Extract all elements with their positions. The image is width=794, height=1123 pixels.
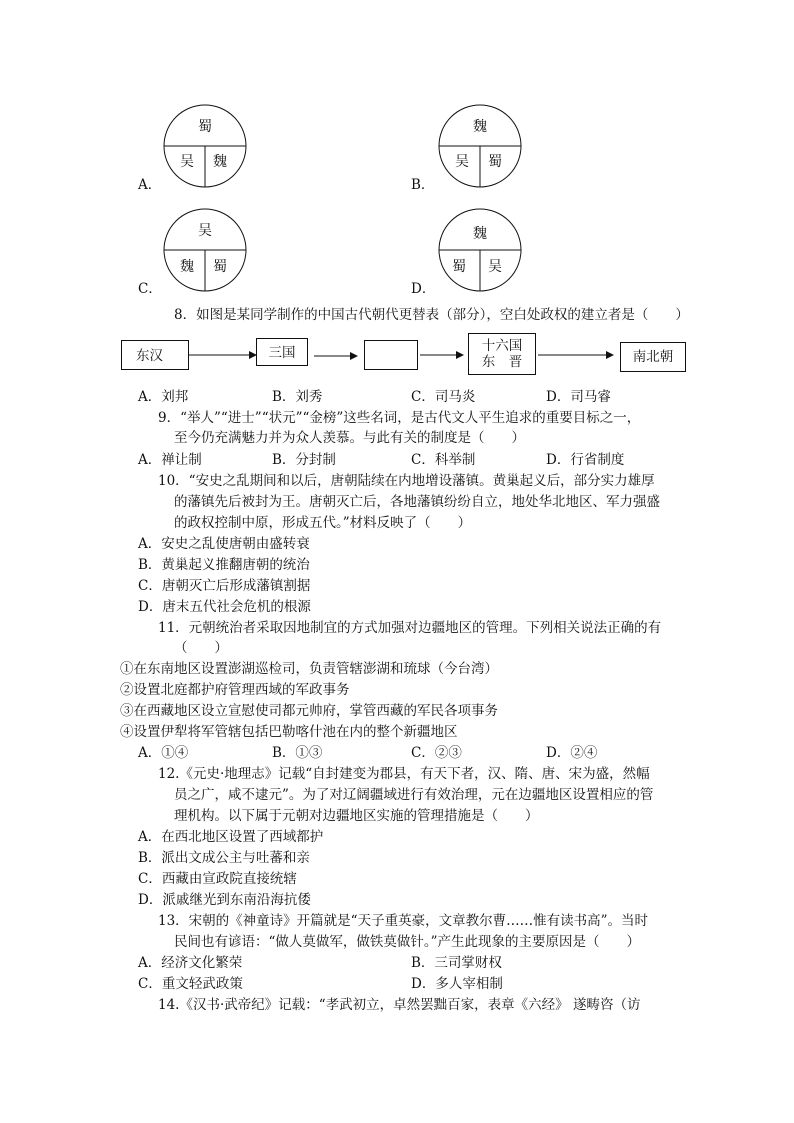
q8-choice-b[interactable]: B．刘秀 [272,389,323,405]
q7-option-a-diagram [163,104,247,188]
q8-choice-c[interactable]: C．司马炎 [411,389,476,405]
timeline-box-top-label: 十六国 [481,338,523,354]
q11-item-1: ①在东南地区设置澎湖巡检司，负责管辖澎湖和琉球（今台湾） [120,661,498,677]
q7-option-b-letter[interactable]: B． [411,177,435,193]
q9-choice-c[interactable]: C．科举制 [411,452,476,468]
q12-choice-c[interactable]: C．西藏由宣政院直接统辖 [138,871,297,887]
q11-item-3: ③在西藏地区设立宣慰使司都元帅府，掌管西藏的军民各项事务 [120,703,498,719]
q7-b-left: 吴 [455,154,469,170]
timeline-box-sanguo: 三国 [256,338,308,366]
q11-choice-d[interactable]: D．②④ [546,745,598,761]
arrow-icon [314,349,358,363]
q9-choice-b[interactable]: B．分封制 [272,452,336,468]
q11-item-4: ④设置伊犁将军管辖包括巴勒喀什池在内的整个新疆地区 [120,724,458,740]
q7-b-right: 蜀 [488,154,502,170]
q9-choice-d[interactable]: D．行省制度 [546,452,625,468]
timeline-box-nanbeichao: 南北朝 [620,342,686,372]
pie-circle-c [163,208,247,292]
q13-choice-b[interactable]: B．三司掌财权 [411,955,502,971]
q8-stem: 8．如图是某同学制作的中国古代朝代更替表（部分），空白处政权的建立者是（ ） [174,307,689,323]
q7-d-top: 魏 [473,226,487,242]
q7-b-top: 魏 [473,119,487,135]
q12-choice-b[interactable]: B．派出文成公主与吐蕃和亲 [138,850,310,866]
q12-line-1: 12.《元史·地理志》记载“自封建变为郡县，有天下者，汉、隋、唐、宋为盛，然幅 [158,766,650,782]
q11-line-1: 11．元朝统治者采取因地制宜的方式加强对边疆地区的管理。下列相关说法正确的有 [158,620,662,636]
q7-d-left: 蜀 [452,259,466,275]
q10-choice-a[interactable]: A．安史之乱使唐朝由盛转衰 [138,536,310,552]
q13-line-2: 民间也有谚语：“做人莫做军，做铁莫做针。”产生此现象的主要原因是（ ） [174,934,641,950]
q10-line-1: 10．“安史之乱期间和以后，唐朝陆续在内地增设藩镇。黄巢起义后，部分实力雄厚 [158,473,655,489]
q12-choice-d[interactable]: D．派戚继光到东南沿海抗倭 [138,892,311,908]
q7-d-right: 吴 [488,259,502,275]
q10-line-2: 的藩镇先后被封为王。唐朝灭亡后，各地藩镇纷纷自立，地处华北地区、军力强盛 [174,494,660,510]
q12-line-2: 员之广，咸不逮元”。为了对辽阔疆域进行有效治理，元在边疆地区设置相应的管 [174,787,654,803]
q9-line-2: 至今仍充满魅力并为众人羡慕。与此有关的制度是（ ） [174,430,525,446]
q10-line-3: 的政权控制中原，形成五代。”材料反映了（ ） [174,515,472,531]
q7-option-d-letter[interactable]: D． [411,281,436,297]
q8-choice-d[interactable]: D．司马睿 [546,389,611,405]
q7-c-left: 魏 [180,259,194,275]
q8-choice-a[interactable]: A．刘邦 [138,389,189,405]
q13-choice-d[interactable]: D．多人宰相制 [411,976,503,992]
timeline-box-shiliuguo-dongjin [468,333,536,375]
q10-choice-b[interactable]: B．黄巢起义推翻唐朝的统治 [138,557,310,573]
q7-option-c-letter[interactable]: C． [138,281,162,297]
q13-choice-c[interactable]: C．重文轻武政策 [138,976,243,992]
q7-option-c-diagram [163,208,247,292]
timeline-box-donghan: 东汉 [121,340,189,370]
pie-circle-a [163,104,247,188]
q13-line-1: 13．宋朝的《神童诗》开篇就是“天子重英豪，文章教尔曹……惟有读书高”。当时 [158,913,648,929]
q9-line-1: 9．“举人”“进士”“状元”“金榜”这些名词，是古代文人平生追求的重要目标之一， [158,410,641,426]
q7-a-left: 吴 [180,154,194,170]
q10-choice-c[interactable]: C．唐朝灭亡后形成藩镇割据 [138,578,311,594]
q11-line-2: （ ） [174,640,228,656]
q7-option-a-letter[interactable]: A． [138,177,162,193]
arrow-icon [420,348,464,362]
q11-choice-a[interactable]: A．①④ [138,745,189,761]
timeline-box-blank[interactable] [364,340,418,370]
q12-line-3: 理机构。以下属于元朝对边疆地区实施的管理措施是（ ） [174,808,539,824]
q14-line-1: 14.《汉书·武帝纪》记载：“孝武初立，卓然罢黜百家，表章《六经》 遂畴咨（访 [158,997,641,1013]
q7-c-right: 蜀 [213,259,227,275]
q12-choice-a[interactable]: A．在西北地区设置了西域都护 [138,829,324,845]
arrow-icon [189,348,257,362]
q11-choice-b[interactable]: B．①③ [272,745,323,761]
q7-a-top: 蜀 [198,119,212,135]
q11-choice-c[interactable]: C．②③ [411,745,462,761]
pie-circle-b [438,104,522,188]
q9-choice-a[interactable]: A．禅让制 [138,452,202,468]
q10-choice-d[interactable]: D．唐末五代社会危机的根源 [138,599,311,615]
arrow-icon [538,348,614,362]
q13-choice-a[interactable]: A．经济文化繁荣 [138,955,243,971]
timeline-box-bottom-label: 东 晋 [481,354,523,370]
pie-circle-d [438,208,522,292]
q7-a-right: 魏 [213,154,227,170]
q7-c-top: 吴 [198,223,212,239]
q7-option-b-diagram [438,104,522,188]
q11-item-2: ②设置北庭都护府管理西域的军政事务 [120,682,350,698]
q7-option-d-diagram [438,208,522,292]
